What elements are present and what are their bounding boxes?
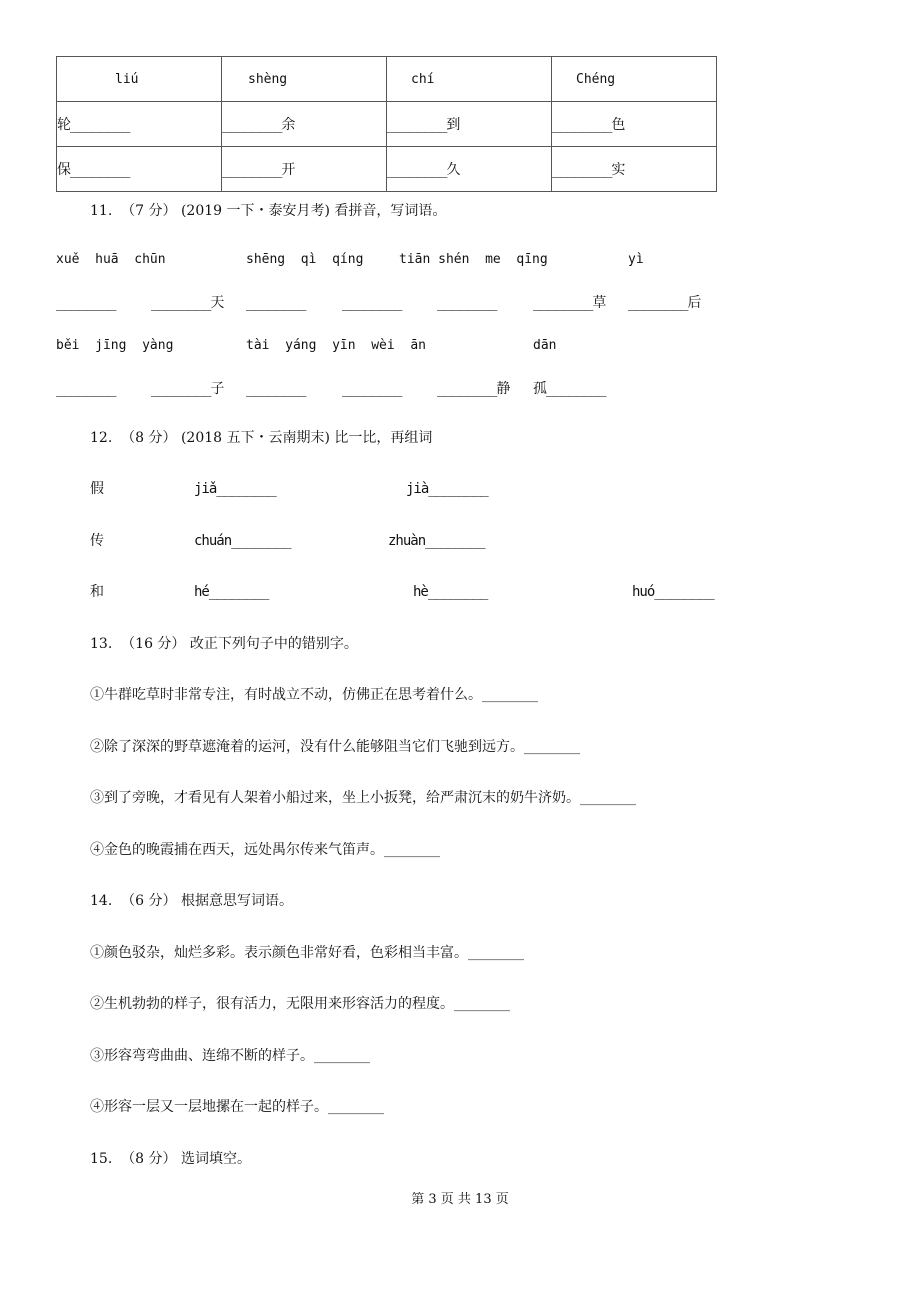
table-cell: 轮________ [57, 102, 222, 147]
compare-char: 和 [90, 584, 104, 600]
question-14-title: 14. （6 分） 根据意思写词语。 [90, 893, 293, 909]
definition-item: ②生机勃勃的样子，很有活力，无限用来形容活力的程度。________ [90, 996, 510, 1012]
compare-char: 传 [90, 533, 104, 549]
definition-item: ①颜色驳杂，灿烂多彩。表示颜色非常好看，色彩相当丰富。________ [90, 945, 524, 961]
question-15-title: 15. （8 分） 选词填空。 [90, 1151, 251, 1167]
table-header-cell: shèng [222, 57, 387, 102]
answer-blank[interactable]: 孤________ [533, 381, 606, 397]
answer-blank[interactable]: ________子 [151, 381, 224, 397]
table-header-cell: liú [57, 57, 222, 102]
compare-answer[interactable]: jiǎ________ [194, 481, 276, 497]
compare-answer[interactable]: hé________ [194, 584, 269, 600]
sentence-item: ④金色的晚霞捕在西天，远处禺尔传来气笛声。________ [90, 842, 440, 858]
answer-blank[interactable]: ________ [246, 381, 306, 397]
compare-answer[interactable]: hè________ [413, 584, 488, 600]
pinyin-group: xuě huā chūn [56, 252, 166, 267]
pinyin-group: běi jīng yàng [56, 338, 174, 353]
definition-item: ④形容一层又一层地摞在一起的样子。________ [90, 1099, 384, 1115]
sentence-item: ②除了深深的野草遮淹着的运河，没有什么能够阻当它们飞驰到远方。________ [90, 739, 580, 755]
table-cell: ________实 [552, 147, 717, 192]
table-cell: ________久 [387, 147, 552, 192]
compare-char: 假 [90, 481, 104, 497]
table-cell: ________余 [222, 102, 387, 147]
answer-blank[interactable]: ________ [437, 295, 497, 311]
table-cell: ________色 [552, 102, 717, 147]
question-12-title: 12. （8 分） (2018 五下・云南期末) 比一比，再组词 [90, 430, 433, 446]
answer-blank[interactable]: ________ [342, 295, 402, 311]
compare-answer[interactable]: jià________ [406, 481, 488, 497]
answer-blank[interactable]: ________ [246, 295, 306, 311]
answer-blank[interactable]: ________静 [437, 381, 510, 397]
definition-item: ③形容弯弯曲曲、连绵不断的样子。________ [90, 1048, 370, 1064]
answer-blank[interactable]: ________天 [151, 295, 224, 311]
pinyin-group: dān [533, 338, 557, 353]
table-cell: ________开 [222, 147, 387, 192]
question-11-title: 11. （7 分） (2019 一下・泰安月考) 看拼音，写词语。 [90, 203, 447, 219]
question-13-title: 13. （16 分） 改正下列句子中的错别字。 [90, 636, 358, 652]
pinyin-group: yì [628, 252, 644, 267]
sentence-item: ①牛群吃草时非常专注，有时战立不动，仿佛正在思考着什么。________ [90, 687, 538, 703]
pinyin-table [56, 56, 717, 192]
table-header-cell: Chéng [552, 57, 717, 102]
answer-blank[interactable]: ________草 [533, 295, 606, 311]
sentence-item: ③到了旁晚，才看见有人架着小船过来，坐上小扳凳，给严肃沉末的奶牛济奶。________ [90, 790, 636, 806]
page-footer: 第 3 页 共 13 页 [411, 1192, 509, 1207]
compare-answer[interactable]: huó________ [632, 584, 714, 600]
answer-blank[interactable]: ________ [56, 381, 116, 397]
pinyin-group: tài yáng yīn wèi ān [246, 338, 427, 353]
pinyin-group: shēng qì qíng [246, 252, 364, 267]
table-cell: ________到 [387, 102, 552, 147]
compare-answer[interactable]: chuán________ [194, 533, 291, 549]
answer-blank[interactable]: ________ [342, 381, 402, 397]
pinyin-group: tiān shén me qīng [399, 252, 548, 267]
answer-blank[interactable]: ________后 [628, 295, 701, 311]
answer-blank[interactable]: ________ [56, 295, 116, 311]
table-header-cell: chí [387, 57, 552, 102]
table-cell: 保________ [57, 147, 222, 192]
compare-answer[interactable]: zhuàn________ [388, 533, 485, 549]
